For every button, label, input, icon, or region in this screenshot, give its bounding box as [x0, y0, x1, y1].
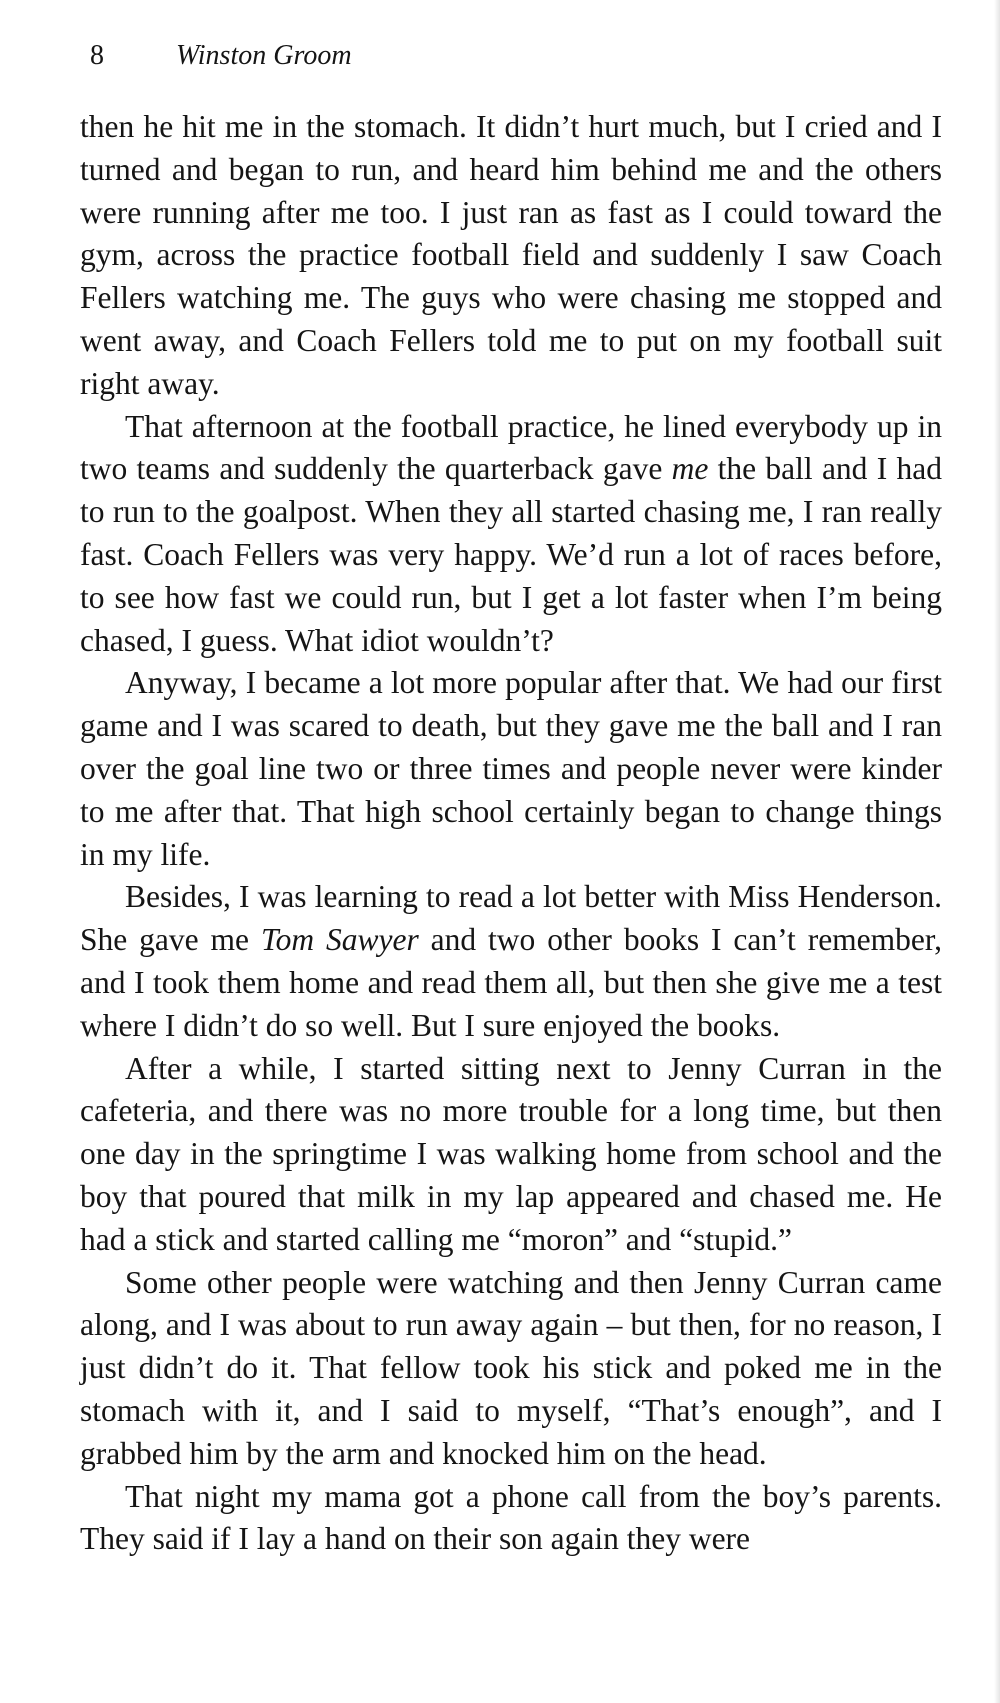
paragraph-text: That night my mama got a phone call from the boy’s parents. They said if I lay a hand on their son again they were: [80, 1478, 942, 1557]
paragraph-text: That afternoon at the football practice, he lined everybody up in two teams and suddenly the quarterback gave: [80, 408, 942, 487]
paragraph-text: Some other people were watching and then Jenny Curran came along, and I was about to run away again – but then, for no reason, I just didn’t do it. That fellow took his stick and poked me in the stomach with it, and I said to myself, “That’s enough”, and I grabbed him by the arm and knocked him on the head.: [80, 1264, 942, 1471]
paragraph-7: [80, 1476, 942, 1562]
paragraph-text: Anyway, I became a lot more popular after that. We had our first game and I was scared to death, but they gave me the ball and I ran over the goal line two or three times and people never were kinder to me after that. That high school certainly began to change things in my life.: [80, 665, 942, 872]
paragraph-2: [80, 406, 942, 663]
page-number: 8: [90, 40, 104, 71]
paragraph-5: [80, 1048, 942, 1262]
paragraph-text: After a while, I started sitting next to Jenny Curran in the cafeteria, and there was no more trouble for a long time, but then one day in the springtime I was walking home from school and the boy that poured that milk in my lap appeared and chased me. He had a stick and started calling me “moron” and “stupid.”: [80, 1050, 942, 1257]
paragraph-text: and two other books I can’t remember, and I took them home and read them all, but then she give me a test where I didn’t do so well. But I sure enjoyed the books.: [80, 922, 942, 1043]
paragraph-3: [80, 662, 942, 876]
paragraph-text: then he hit me in the stomach. It didn’t hurt much, but I cried and I turned and began to run, and heard him behind me and the others were running after me too. I just ran as fast as I could toward the gym, across the practice football field and suddenly I saw Coach Fellers watching me. The guys who were chasing me stopped and went away, and Coach Fellers told me to put on my football suit right away.: [80, 109, 942, 401]
paragraph-6: [80, 1262, 942, 1476]
book-title: Tom Sawyer: [260, 922, 419, 958]
emphasized-word: me: [671, 451, 709, 487]
paragraph-text: Besides, I was learning to read a lot better with Miss Henderson. She gave me: [80, 879, 942, 958]
paragraph-text: the ball and I had to run to the goalpost. When they all started chasing me, I ran really fast. Coach Fellers was very happy. We’d run a lot of races before, to see how fast we could run, but I get a lot faster when I’m being chased, I guess. What idiot wouldn’t?: [80, 451, 942, 658]
page-edge-shadow: [994, 0, 1000, 1703]
paragraph-4: [80, 876, 942, 1047]
running-head: Winston Groom: [176, 40, 352, 71]
page-header: [90, 36, 352, 76]
paragraph-1: [80, 106, 942, 406]
body-text: [80, 106, 942, 1561]
